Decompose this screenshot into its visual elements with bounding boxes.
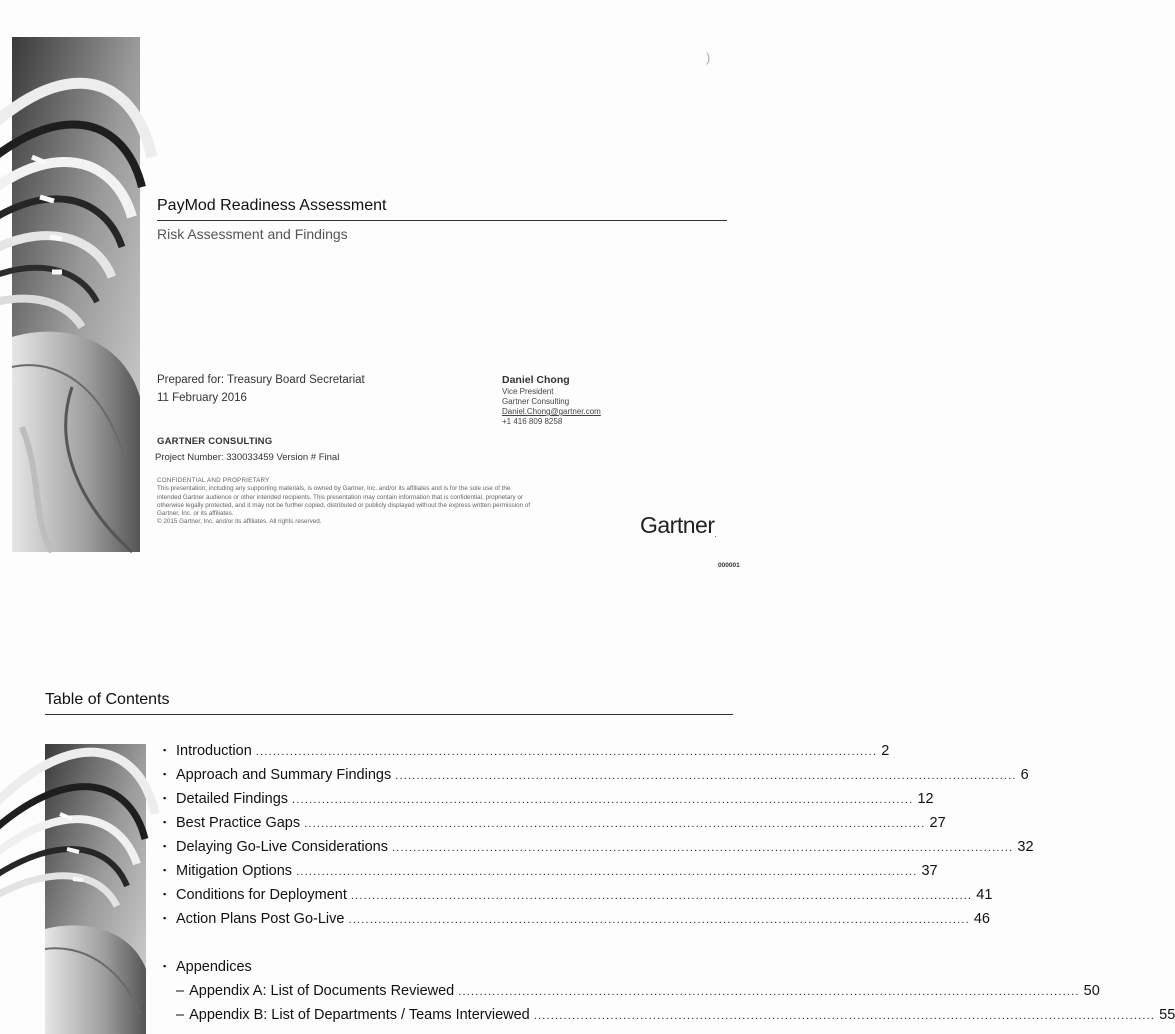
- toc-item-label: Conditions for Deployment: [176, 887, 347, 903]
- prepared-block: [157, 371, 365, 407]
- contact-phone: +1 416 809 8258: [502, 417, 563, 426]
- toc-item-page: 12: [917, 791, 934, 807]
- toc-divider: [45, 714, 733, 715]
- toc-item-label: Appendix A: List of Documents Reviewed: [189, 983, 455, 999]
- document-date: 11 February 2016: [157, 392, 247, 404]
- toc-item-approach[interactable]: [163, 767, 1029, 791]
- contact-email-link[interactable]: Daniel.Chong@gartner.com: [502, 407, 601, 416]
- bullet: ▪: [163, 793, 167, 803]
- firm-name: GARTNER CONSULTING: [157, 436, 273, 447]
- bullet: ▪: [163, 817, 167, 827]
- toc-title: Table of Contents: [45, 691, 170, 708]
- gartner-logo: [640, 512, 716, 539]
- bullet: ▪: [163, 889, 167, 899]
- dot-leader: ..................................................................................................................................................: [348, 914, 970, 926]
- logo-text: Gartner: [640, 512, 715, 538]
- project-number: Project Number: 330033459 Version # Final: [155, 452, 340, 463]
- toc-item-page: 41: [976, 887, 993, 903]
- toc-item-page: 27: [929, 815, 946, 831]
- toc-item-page: 32: [1017, 839, 1034, 855]
- dot-leader: ..................................................................................................................................................: [255, 746, 878, 758]
- nautilus-shell-image: [12, 37, 140, 552]
- bullet: ▪: [163, 961, 167, 971]
- dot-leader: ..................................................................................................................................................: [350, 890, 973, 902]
- contact-company: Gartner Consulting: [502, 397, 570, 406]
- toc-item-label: Appendices: [176, 959, 252, 975]
- toc-item-page: 6: [1020, 767, 1029, 783]
- toc-item-label: Detailed Findings: [176, 791, 289, 807]
- bullet: ▪: [163, 865, 167, 875]
- toc-item-label: Best Practice Gaps: [176, 815, 301, 831]
- toc-item-appendices[interactable]: [163, 959, 713, 983]
- toc-item-label: Appendix B: List of Departments / Teams Interviewed: [189, 1007, 530, 1023]
- logo-mark: .: [714, 530, 717, 539]
- toc-item-label: Action Plans Post Go-Live: [176, 911, 345, 927]
- toc-item-page: 2: [881, 743, 890, 759]
- bullet: ▪: [163, 745, 167, 755]
- dot-leader: ..................................................................................................................................................: [391, 842, 1014, 854]
- toc-item-page: 46: [973, 911, 990, 927]
- toc-item-label: Introduction: [176, 743, 252, 759]
- toc-item-action-plans[interactable]: [163, 911, 990, 935]
- toc-item-page: 55: [1159, 1007, 1175, 1023]
- dot-leader: ..................................................................................................................................................: [458, 986, 1080, 998]
- contact-role: Vice President: [502, 387, 554, 396]
- document-subtitle: Risk Assessment and Findings: [157, 226, 348, 242]
- confidential-heading: CONFIDENTIAL AND PROPRIETARY: [157, 477, 270, 484]
- dash: –: [176, 1007, 185, 1023]
- toc-item-delaying-go-live[interactable]: [163, 839, 1034, 863]
- confidential-text: This presentation, including any supporting materials, is owned by Gartner, Inc. and/or its affiliates and is for the sole use of the intended Gartner audience or other intended recipients. This presentation may contain information that is confidential, proprietary or otherwise legally protected, and it may not be further copied, distributed or publicly displayed without the express written permission of Gartner, Inc. or its affiliates.: [157, 485, 531, 518]
- contact-name: Daniel Chong: [502, 374, 570, 386]
- confidentiality-notice: [157, 477, 532, 527]
- dot-leader: ..................................................................................................................................................: [292, 794, 914, 806]
- toc-item-mitigation-options[interactable]: [163, 863, 938, 887]
- bullet: ▪: [163, 841, 167, 851]
- bullet: ▪: [163, 769, 167, 779]
- toc-item-label: Mitigation Options: [176, 863, 293, 879]
- toc-item-label: Approach and Summary Findings: [176, 767, 392, 783]
- title-divider: [157, 220, 727, 221]
- nautilus-shell-thumbnail: [45, 744, 146, 1034]
- toc-item-appendix-a[interactable]: [163, 983, 1100, 1007]
- toc-item-introduction[interactable]: [163, 743, 890, 767]
- prepared-for: Prepared for: Treasury Board Secretariat: [157, 374, 365, 386]
- dash: –: [176, 983, 185, 999]
- toc-item-conditions-for-deployment[interactable]: [163, 887, 993, 911]
- dot-leader: ..................................................................................................................................................: [304, 818, 926, 830]
- dot-leader: ..................................................................................................................................................: [395, 770, 1017, 782]
- dot-leader: ..................................................................................................................................................: [296, 866, 918, 878]
- scan-mark: ): [706, 50, 711, 65]
- toc-item-page: 50: [1083, 983, 1100, 999]
- toc-item-detailed-findings[interactable]: [163, 791, 934, 815]
- page-id: 000001: [718, 562, 740, 569]
- toc-item-best-practice-gaps[interactable]: [163, 815, 946, 839]
- dot-leader: ..................................................................................................................................................: [533, 1010, 1156, 1022]
- contact-block: [502, 373, 601, 427]
- document-title: PayMod Readiness Assessment: [157, 197, 387, 214]
- toc-item-label: Delaying Go-Live Considerations: [176, 839, 388, 855]
- copyright-line: © 2015 Gartner, Inc. and/or its affiliates. All rights reserved.: [157, 518, 322, 526]
- toc-item-appendix-b[interactable]: [163, 1007, 1175, 1031]
- bullet: ▪: [163, 913, 167, 923]
- toc-item-page: 37: [921, 863, 938, 879]
- toc-list: [163, 743, 1175, 1031]
